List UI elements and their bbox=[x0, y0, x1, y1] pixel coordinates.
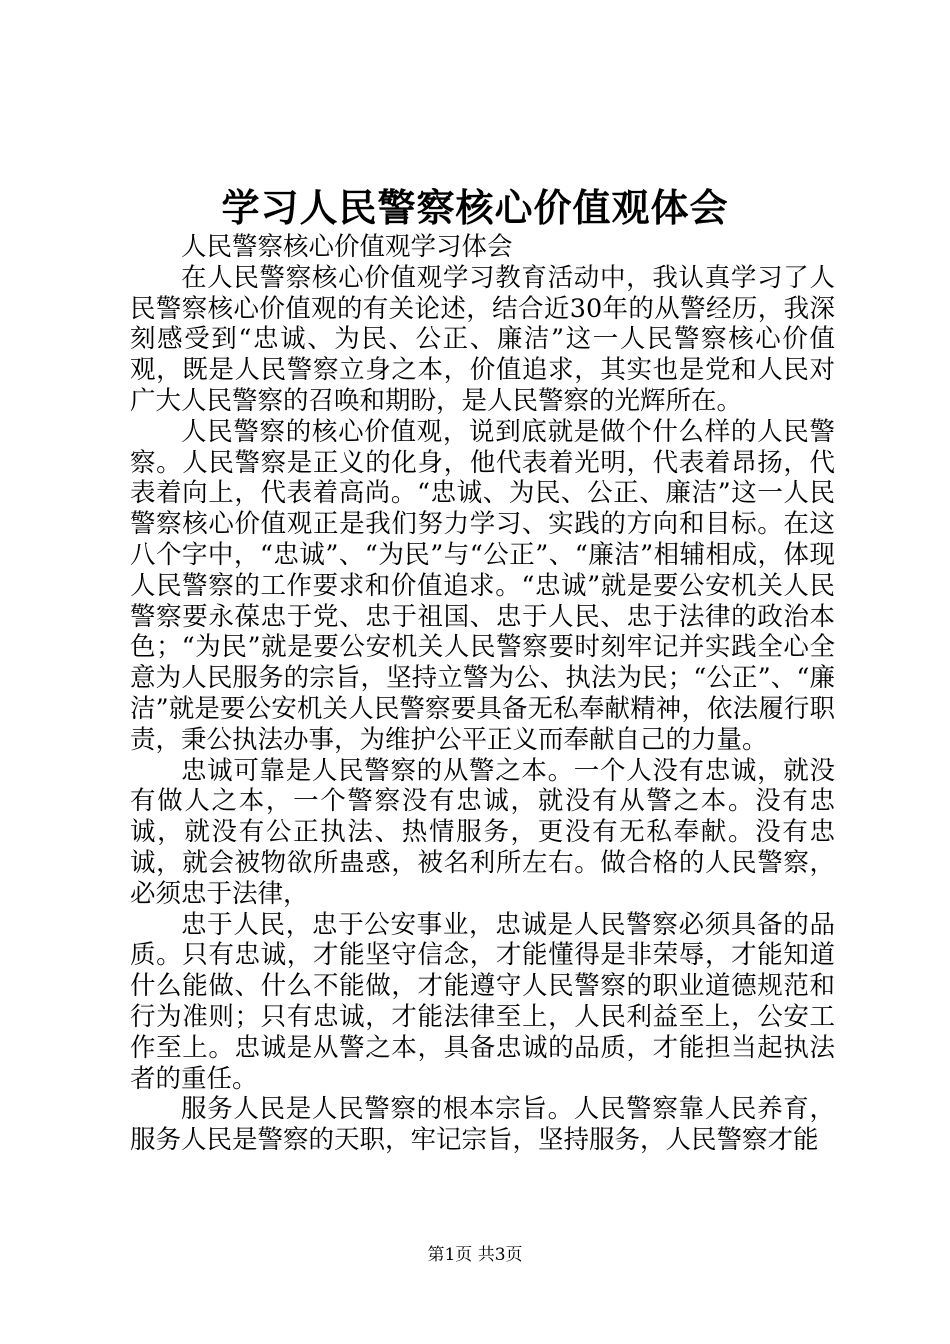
body-paragraph: 忠于人民，忠于公安事业，忠诚是人民警察必须具备的品质。只有忠诚，才能坚守信念，才能懂得是非荣辱，才能知道什么能做、什么不能做，才能遵守人民警察的职业道德规范和行为准则；只有忠诚，才能法律至上，人民利益至上，公安工作至上。忠诚是从警之本，具备忠诚的品质，才能担当起执法者的重任。 bbox=[130, 909, 835, 1094]
body-paragraph: 在人民警察核心价值观学习教育活动中，我认真学习了人民警察核心价值观的有关论述，结合近30年的从警经历，我深刻感受到“忠诚、为民、公正、廉洁”这一人民警察核心价值观，既是人民警察立身之本，价值追求，其实也是党和人民对广大人民警察的召唤和期盼，是人民警察的光辉所在。 bbox=[130, 262, 835, 416]
document-body bbox=[130, 232, 835, 1156]
subtitle-paragraph: 人民警察核心价值观学习体会 bbox=[181, 232, 513, 262]
body-paragraph: 人民警察的核心价值观，说到底就是做个什么样的人民警察。人民警察是正义的化身，他代表着光明，代表着昂扬，代表着向上，代表着高尚。“忠诚、为民、公正、廉洁”这一人民警察核心价值观正是我们努力学习、实践的方向和目标。在这八个字中，“忠诚”、“为民”与“公正”、“廉洁”相辅相成，体现人民警察的工作要求和价值追求。“忠诚”就是要公安机关人民警察要永葆忠于党、忠于祖国、忠于人民、忠于法律的政治本色；“为民”就是要公安机关人民警察要时刻牢记并实践全心全意为人民服务的宗旨，坚持立警为公、执法为民；“公正”、“廉洁”就是要公安机关人民警察要具备无私奉献精神，依法履行职责，秉公执法办事，为维护公平正义而奉献自己的力量。 bbox=[130, 416, 835, 755]
body-paragraph: 忠诚可靠是人民警察的从警之本。一个人没有忠诚，就没有做人之本，一个警察没有忠诚，就没有从警之本。没有忠诚，就没有公正执法、热情服务，更没有无私奉献。没有忠诚，就会被物欲所蛊惑，被名利所左右。做合格的人民警察，必须忠于法律， bbox=[130, 755, 835, 909]
body-paragraph: 服务人民是人民警察的根本宗旨。人民警察靠人民养育，服务人民是警察的天职，牢记宗旨，坚持服务，人民警察才能 bbox=[130, 1094, 835, 1156]
document-title: 学习人民警察核心价值观体会 bbox=[221, 185, 729, 230]
page-number-footer: 第1页 共3页 bbox=[427, 1245, 523, 1265]
